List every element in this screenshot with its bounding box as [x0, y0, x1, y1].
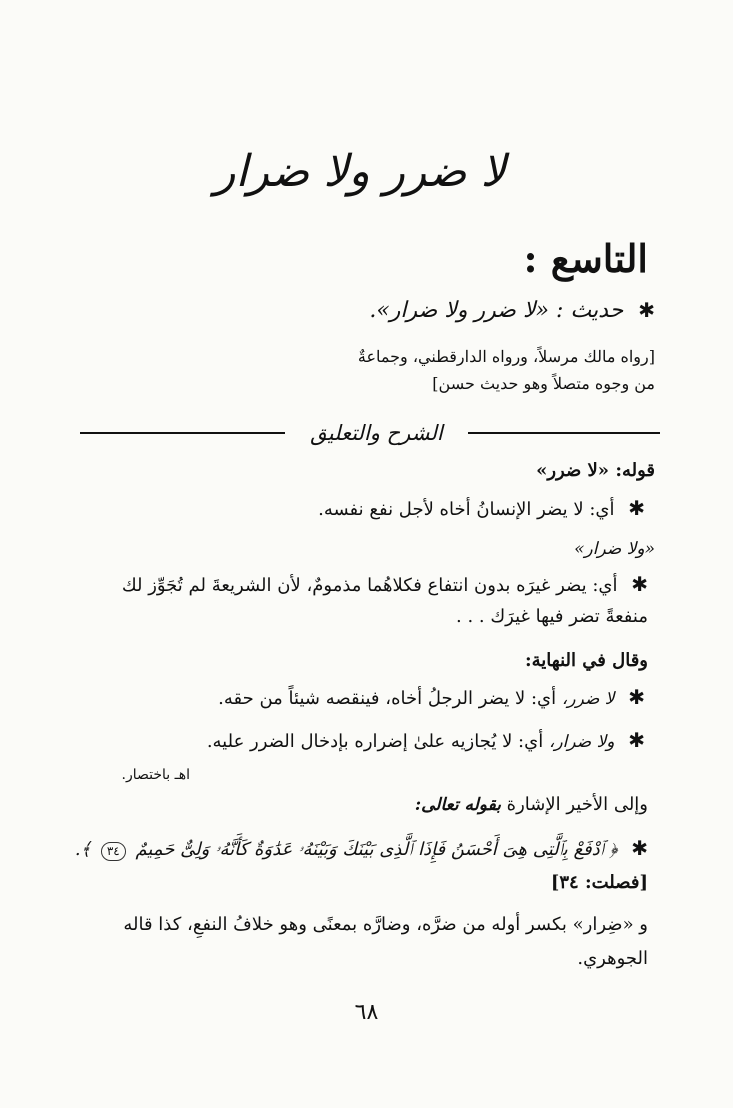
section-heading: التاسع :	[523, 236, 648, 281]
asterisk-icon: ✱	[628, 728, 645, 752]
isharah-line: وإلى الأخير الإشارة بقوله تعالى:	[414, 794, 648, 815]
hadith-label: حديث :	[555, 298, 624, 323]
page-number: ٦٨	[354, 1000, 379, 1025]
quran-verse-line	[75, 834, 648, 862]
source-line-2: من وجوه متصلاً وهو حديث حسن]	[432, 374, 655, 393]
comment-1-text: ✱ أي: لا يضر الإنسانُ أخاه لأجل نفع نفسه.	[318, 496, 645, 520]
quran-reference: [فصلت: ٣٤]	[550, 872, 648, 893]
section-divider	[80, 418, 660, 448]
final-line-1: و «ضِرار» بكسر أوله من ضرَّه، وضارَّه بمعنًى وهو خلافُ النفعِ، كذا قاله	[123, 914, 648, 935]
comment-2-label: «ولا ضرار»	[574, 539, 655, 559]
divider-label: الشرح والتعليق	[310, 421, 443, 445]
quran-close: ﴾.	[74, 839, 92, 860]
asterisk-icon: ✱	[628, 685, 645, 709]
abridged-note: اهـ باختصار.	[121, 767, 190, 783]
comment-2-text-line-1: ✱ أي: يضر غيرَه بدون انتفاع فكلاهُما مذمومٌ، لأن الشريعةَ لم تُجَوِّز لك	[121, 572, 648, 596]
divider-line-left	[80, 432, 285, 434]
final-line-2: الجوهري.	[577, 948, 648, 969]
nihaya-line-2: ✱ ولا ضرار، أي: لا يُجازيه علىٰ إضراره بإدخال الضرر عليه.	[206, 728, 645, 752]
nihaya-label: وقال في النهاية:	[524, 650, 648, 671]
hadith-text: «لا ضرر ولا ضرار».	[369, 298, 549, 323]
asterisk-icon: ✱	[631, 572, 648, 596]
asterisk-icon: ✱	[638, 298, 655, 322]
comment-1-label: قوله: «لا ضرر»	[536, 460, 655, 481]
nihaya-line-1: ✱ لا ضرر، أي: لا يضر الرجلُ أخاه، فينقصه شيئاً من حقه.	[218, 685, 645, 709]
source-line-1: [رواه مالك مرسلاً، ورواه الدارقطني، وجماعةٌ	[357, 347, 655, 366]
ayah-number-badge: ٣٤	[101, 842, 126, 861]
divider-line-right	[468, 432, 660, 434]
asterisk-icon: ✱	[631, 836, 648, 860]
page-title: لا ضرر ولا ضرار	[214, 146, 506, 197]
hadith-line	[369, 298, 655, 324]
quran-verse: ﴿ ٱدْفَعْ بِٱلَّتِى هِىَ أَحْسَنُ فَإِذَا ٱلَّذِى بَيْنَكَ وَبَيْنَهُۥ عَدَٰوَةٌ كَأَنَّهُۥ وَلِىٌّ حَمِيمٌ	[135, 839, 618, 860]
comment-2-text-line-2: منفعةً تضر فيها غيرَك . . .	[456, 606, 648, 627]
asterisk-icon: ✱	[628, 496, 645, 520]
